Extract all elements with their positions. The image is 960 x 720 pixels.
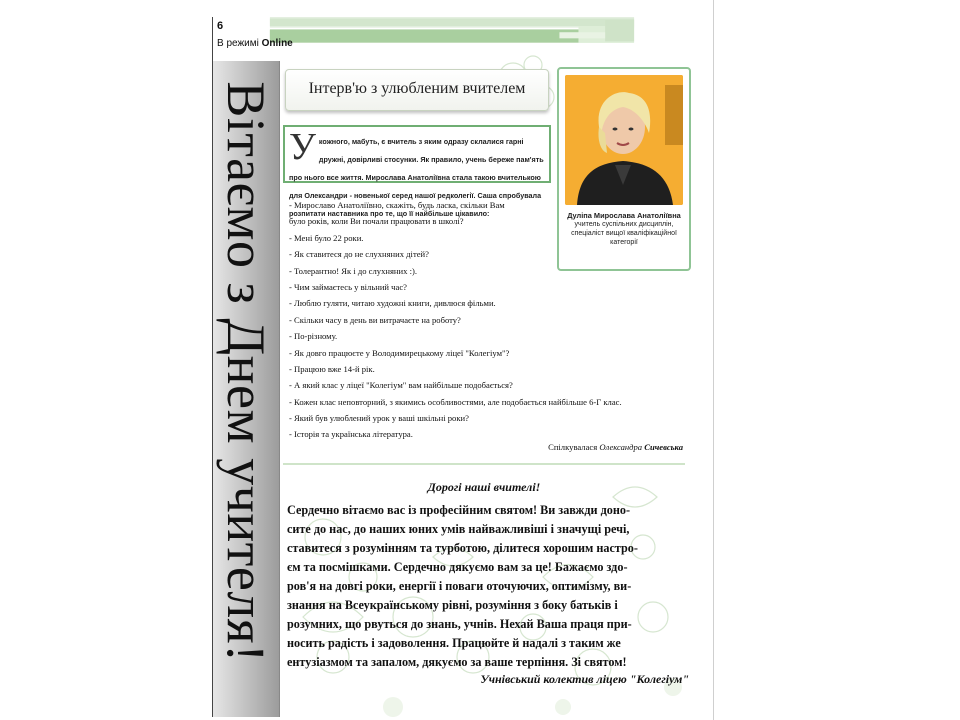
greeting-line: Сердечно вітаємо вас із професійним святом! Ви завжди доно- [287, 503, 631, 517]
qa-line: - Мирославо Анатоліївно, скажіть, будь ласка, скільки Вам [289, 200, 505, 210]
qa-line: було років, коли Ви почали працювати в школі? [289, 216, 464, 227]
greeting-line: носить радість і задоволення. Працюйте й надалі з таким же [287, 636, 621, 650]
interview-headline-box [285, 69, 549, 111]
qa-line: - А який клас у ліцеї "Колегіум" вам найбільше подобається? [289, 380, 513, 391]
qa-line: - Історія та українська література. [289, 429, 413, 440]
qa-line: - Як ставитеся до не слухняних дітей? [289, 249, 429, 260]
viewer-divider [713, 0, 714, 720]
vertical-title: Вітаємо з Днем учителя! [216, 81, 276, 663]
magazine-page [212, 17, 691, 717]
interview-headline: Інтерв'ю з улюбленим вчителем [308, 80, 526, 97]
greeting-signature: Учнівський колектив ліцею "Колегіум" [480, 672, 689, 686]
teacher-caption: Дуліпа Мирослава Анатоліївна учитель суспільних дисциплін, спеціаліст вищої кваліфікаційної категорії [567, 211, 681, 246]
greeting-line: розумних, що рвуться до знань, учнів. Нехай Ваша праця при- [287, 617, 632, 631]
greeting-line: сите до нас, до наших юних умів найважливіші і значущі речі, [287, 522, 630, 536]
greeting-text [287, 501, 685, 672]
section-label: В режимі Online [217, 38, 293, 49]
greeting-line: ставитеся з розумінням та турботою, ділитеся хорошим настро- [287, 541, 638, 555]
qa-line: - Люблю гуляти, читаю художні книги, дивлюся фільми. [289, 298, 496, 309]
greeting-line: ров'я на довгі роки, енергії і поваги оточуючих, оптимізму, ви- [287, 579, 632, 593]
drop-cap: У [289, 126, 316, 168]
qa-line: - Чим займаєтесь у вільний час? [289, 281, 407, 292]
greeting-title: Дорогі наші вчителі! [427, 480, 541, 494]
qa-line: - Кожен клас неповторний, з якимись особливостями, але подобається найбільше 6-Г клас. [289, 396, 622, 407]
greeting-line: єм та посмішками. Сердечно дякуємо вам за це! Бажаємо здо- [287, 560, 628, 574]
page-number: 6 [217, 20, 224, 32]
qa-line: - По-різному. [289, 331, 338, 342]
qa-line: - Який був улюблений урок у ваші шкільні роки? [289, 413, 469, 424]
teacher-photo [565, 75, 683, 205]
qa-line: - Скільки часу в день ви витрачаєте на роботу? [289, 314, 461, 325]
qa-line: - Як довго працюєте у Володимирецькому ліцеї "Колегіум"? [289, 347, 510, 358]
qa-line: - Працюю вже 14-й рік. [289, 363, 375, 374]
greeting-line: знання на Всеукраїнському рівні, розуміння з боку батьків і [287, 598, 618, 612]
qa-line: - Толерантно! Як і до слухняних :). [289, 265, 417, 276]
section-divider [283, 463, 685, 465]
greeting-line: ентузіазмом та запалом, дякуємо за ваше терпіння. Зі святом! [287, 655, 627, 669]
qa-line: - Мені було 22 роки. [289, 232, 364, 243]
intro-text: кожного, мабуть, є вчитель з яким одразу склалися гарні дружні, довірливі стосунки. Як правило, учень береже пам'ять про нього все життя. Мирослава Анатоліївна стала такою вчителькою для Олександри - новенької серед нашої редколегії. Саша спробувала розпитати наставника про те, що її найбільше цікавило: [289, 137, 544, 218]
interview-signature: Спілкувалася Олександра Сичевська [548, 442, 683, 452]
interview-qa [289, 197, 687, 443]
